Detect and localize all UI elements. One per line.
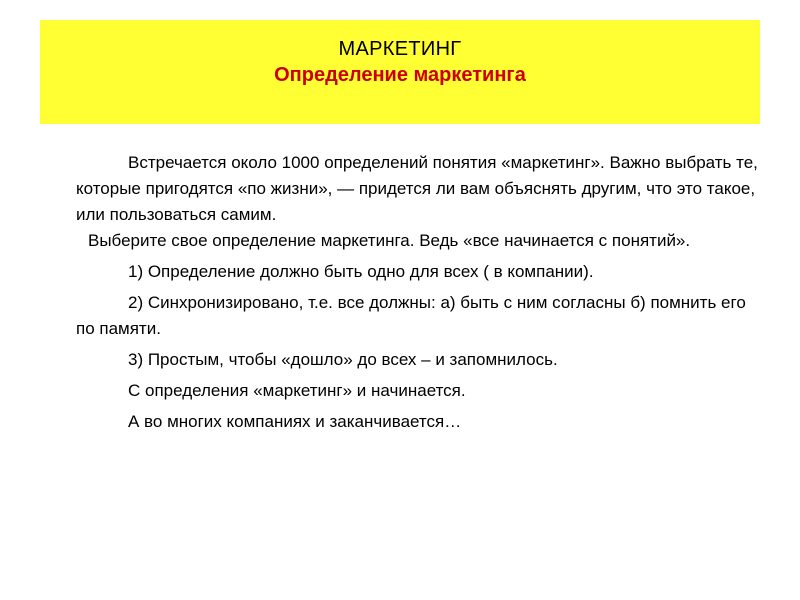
paragraph-rule-3: 3) Простым, чтобы «дошло» до всех – и запомнилось. — [128, 350, 558, 369]
paragraph-ends: А во многих компаниях и заканчивается… — [128, 412, 462, 431]
paragraph-choose-definition: Выберите свое определение маркетинга. Ведь «все начинается с понятий». — [88, 231, 691, 250]
slide-title: МАРКЕТИНГ — [338, 38, 462, 60]
paragraph-rule-2: 2) Синхронизировано, т.е. все должны: а) быть с ним согласны б) помнить его по памяти. — [76, 293, 746, 338]
slide-header — [40, 20, 760, 124]
paragraph-rule-1: 1) Определение должно быть одно для всех ( в компании). — [128, 262, 594, 281]
slide-subtitle: Определение маркетинга — [274, 64, 526, 86]
paragraph-starts: С определения «маркетинг» и начинается. — [128, 381, 466, 400]
paragraph-intro: Встречается около 1000 определений понятия «маркетинг». Важно выбрать те, которые пригодятся «по жизни», — придется ли вам объяснять другим, что это такое, или пользоваться самим. — [76, 153, 758, 224]
slide-body — [76, 150, 766, 435]
